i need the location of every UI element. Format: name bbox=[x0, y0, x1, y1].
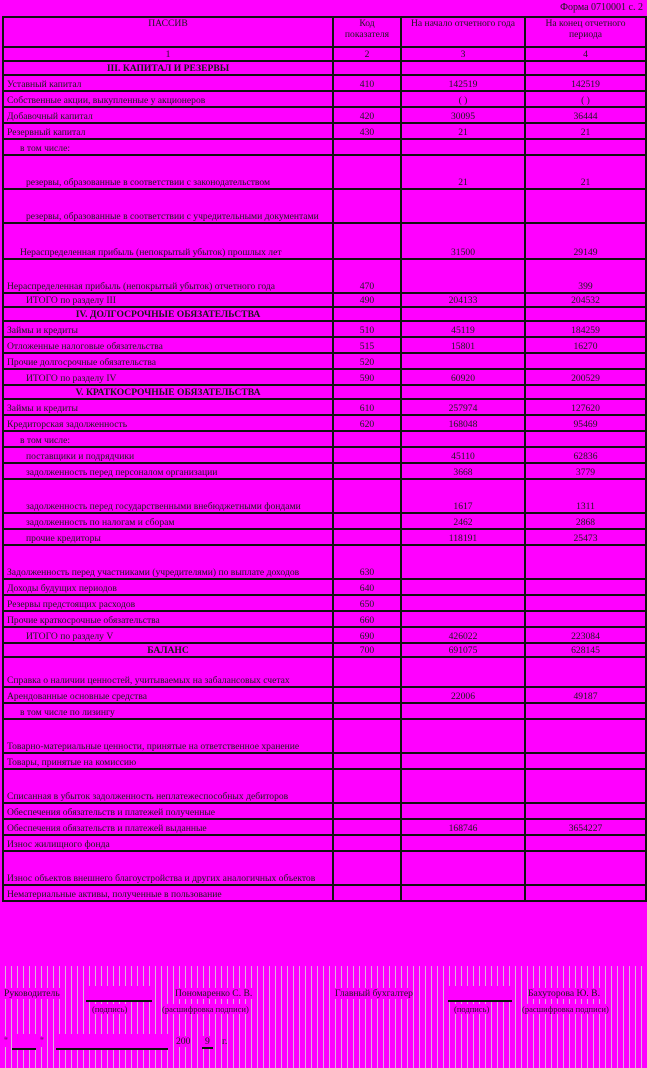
row-value-start bbox=[401, 611, 525, 627]
row-label: Займы и кредиты bbox=[3, 399, 333, 415]
row-value-end: 2868 bbox=[525, 513, 646, 529]
row-label: Прочие краткосрочные обязательства bbox=[3, 611, 333, 627]
header-code: Код показателя bbox=[333, 17, 401, 47]
row-value-start: 60920 bbox=[401, 369, 525, 385]
row-value-start bbox=[401, 719, 525, 753]
row-value-end: 36444 bbox=[525, 107, 646, 123]
row-code bbox=[333, 385, 401, 399]
row-label: резервы, образованные в соответствии с учредительными документами bbox=[3, 189, 333, 223]
row-code: 620 bbox=[333, 415, 401, 431]
table-row bbox=[3, 107, 646, 123]
row-code bbox=[333, 851, 401, 885]
row-value-start: 21 bbox=[401, 123, 525, 139]
row-value-end bbox=[525, 769, 646, 803]
row-value-start bbox=[401, 595, 525, 611]
row-code: 410 bbox=[333, 75, 401, 91]
row-label: V. КРАТКОСРОЧНЫЕ ОБЯЗАТЕЛЬСТВА bbox=[3, 385, 333, 399]
row-value-end: 223084 bbox=[525, 627, 646, 643]
form-number-label: Форма 0710001 с. 2 bbox=[560, 2, 643, 13]
row-label: Добавочный капитал bbox=[3, 107, 333, 123]
row-code: 590 bbox=[333, 369, 401, 385]
row-value-end: 3654227 bbox=[525, 819, 646, 835]
row-code: 470 bbox=[333, 259, 401, 293]
table-row bbox=[3, 657, 646, 687]
table-row bbox=[3, 399, 646, 415]
row-code: 420 bbox=[333, 107, 401, 123]
row-label: Прочие долгосрочные обязательства bbox=[3, 353, 333, 369]
row-code: 700 bbox=[333, 643, 401, 657]
table-row bbox=[3, 415, 646, 431]
row-value-start: 15801 bbox=[401, 337, 525, 353]
row-label: в том числе: bbox=[3, 139, 333, 155]
row-label: Товары, принятые на комиссию bbox=[3, 753, 333, 769]
table-row bbox=[3, 545, 646, 579]
table-row bbox=[3, 123, 646, 139]
row-value-start: 426022 bbox=[401, 627, 525, 643]
row-value-start bbox=[401, 189, 525, 223]
table-row bbox=[3, 385, 646, 399]
column-number-row bbox=[3, 47, 646, 61]
row-label: Уставный капитал bbox=[3, 75, 333, 91]
chief-signature-hint: (подпись) bbox=[454, 1004, 490, 1014]
row-label: Списанная в убыток задолженность неплатежеспособных дебиторов bbox=[3, 769, 333, 803]
row-code bbox=[333, 513, 401, 529]
table-row bbox=[3, 61, 646, 75]
row-value-end bbox=[525, 719, 646, 753]
row-value-end: 127620 bbox=[525, 399, 646, 415]
row-code bbox=[333, 155, 401, 189]
row-value-start bbox=[401, 579, 525, 595]
row-label: Займы и кредиты bbox=[3, 321, 333, 337]
table-row bbox=[3, 803, 646, 819]
row-value-start bbox=[401, 139, 525, 155]
row-code: 490 bbox=[333, 293, 401, 307]
table-row bbox=[3, 463, 646, 479]
date-month-field[interactable] bbox=[56, 1034, 168, 1050]
row-code: 630 bbox=[333, 545, 401, 579]
row-label: Резервы предстоящих расходов bbox=[3, 595, 333, 611]
row-value-end bbox=[525, 835, 646, 851]
row-value-start: 45119 bbox=[401, 321, 525, 337]
table-row bbox=[3, 753, 646, 769]
column-number: 2 bbox=[333, 47, 401, 61]
row-value-end: 62836 bbox=[525, 447, 646, 463]
row-code: 650 bbox=[333, 595, 401, 611]
table-row bbox=[3, 643, 646, 657]
table-row bbox=[3, 885, 646, 901]
row-label: прочие кредиторы bbox=[3, 529, 333, 545]
row-code bbox=[333, 479, 401, 513]
row-value-start bbox=[401, 259, 525, 293]
row-value-start bbox=[401, 835, 525, 851]
row-value-start: 691075 bbox=[401, 643, 525, 657]
row-value-end: 49187 bbox=[525, 687, 646, 703]
row-code: 610 bbox=[333, 399, 401, 415]
row-value-start: 31500 bbox=[401, 223, 525, 259]
row-label: Задолженность перед участниками (учредителями) по выплате доходов bbox=[3, 545, 333, 579]
row-value-end bbox=[525, 595, 646, 611]
row-label: Обеспечения обязательств и платежей полученные bbox=[3, 803, 333, 819]
row-value-end: 3779 bbox=[525, 463, 646, 479]
row-value-end: 29149 bbox=[525, 223, 646, 259]
row-value-start: 30095 bbox=[401, 107, 525, 123]
row-value-end: 95469 bbox=[525, 415, 646, 431]
row-code bbox=[333, 835, 401, 851]
row-code bbox=[333, 753, 401, 769]
table-row bbox=[3, 91, 646, 107]
row-code bbox=[333, 463, 401, 479]
row-code bbox=[333, 447, 401, 463]
row-value-end bbox=[525, 431, 646, 447]
row-label: ИТОГО по разделу IV bbox=[3, 369, 333, 385]
table-row bbox=[3, 139, 646, 155]
row-label: в том числе: bbox=[3, 431, 333, 447]
row-value-end: 16270 bbox=[525, 337, 646, 353]
row-value-start bbox=[401, 851, 525, 885]
head-decode-hint: (расшифровка подписи) bbox=[162, 1004, 249, 1014]
row-label: ИТОГО по разделу III bbox=[3, 293, 333, 307]
row-value-start: 21 bbox=[401, 155, 525, 189]
row-value-start bbox=[401, 307, 525, 321]
table-row bbox=[3, 579, 646, 595]
row-label: Износ объектов внешнего благоустройства и других аналогичных объектов bbox=[3, 851, 333, 885]
row-code bbox=[333, 703, 401, 719]
row-code bbox=[333, 719, 401, 753]
row-label: поставщики и подрядчики bbox=[3, 447, 333, 463]
row-value-start: 3668 bbox=[401, 463, 525, 479]
table-row bbox=[3, 75, 646, 91]
row-code: 660 bbox=[333, 611, 401, 627]
table-row bbox=[3, 337, 646, 353]
table-row bbox=[3, 529, 646, 545]
row-value-start bbox=[401, 753, 525, 769]
date-quote-close: " bbox=[40, 1036, 44, 1047]
table-row bbox=[3, 321, 646, 337]
row-value-end: 184259 bbox=[525, 321, 646, 337]
column-number: 4 bbox=[525, 47, 646, 61]
row-value-start: 22006 bbox=[401, 687, 525, 703]
table-row bbox=[3, 447, 646, 463]
row-label: БАЛАНС bbox=[3, 643, 333, 657]
table-row bbox=[3, 155, 646, 189]
table-row bbox=[3, 611, 646, 627]
date-year-suffix: г. bbox=[222, 1036, 228, 1047]
row-value-start: ( ) bbox=[401, 91, 525, 107]
row-value-end bbox=[525, 545, 646, 579]
row-code bbox=[333, 687, 401, 703]
row-value-end bbox=[525, 307, 646, 321]
row-code: 515 bbox=[333, 337, 401, 353]
head-signature-field[interactable] bbox=[86, 986, 152, 1002]
row-code: 520 bbox=[333, 353, 401, 369]
table-row bbox=[3, 189, 646, 223]
row-value-end bbox=[525, 139, 646, 155]
row-value-end: ( ) bbox=[525, 91, 646, 107]
date-year-prefix: 200 bbox=[176, 1036, 191, 1047]
table-row bbox=[3, 819, 646, 835]
row-label: в том числе по лизингу bbox=[3, 703, 333, 719]
row-code bbox=[333, 223, 401, 259]
table-row bbox=[3, 835, 646, 851]
row-label: Товарно-материальные ценности, принятые на ответственное хранение bbox=[3, 719, 333, 753]
row-code bbox=[333, 529, 401, 545]
row-label: III. КАПИТАЛ И РЕЗЕРВЫ bbox=[3, 61, 333, 75]
row-code: 690 bbox=[333, 627, 401, 643]
row-code bbox=[333, 91, 401, 107]
signature-footer bbox=[0, 966, 647, 1068]
chief-decode-hint: (расшифровка подписи) bbox=[522, 1004, 609, 1014]
row-value-start bbox=[401, 803, 525, 819]
row-code: 510 bbox=[333, 321, 401, 337]
row-code bbox=[333, 885, 401, 901]
row-label: Износ жилищного фонда bbox=[3, 835, 333, 851]
row-value-start bbox=[401, 431, 525, 447]
row-value-start: 2462 bbox=[401, 513, 525, 529]
row-value-start: 118191 bbox=[401, 529, 525, 545]
table-row bbox=[3, 479, 646, 513]
row-label: Отложенные налоговые обязательства bbox=[3, 337, 333, 353]
row-value-end: 204532 bbox=[525, 293, 646, 307]
row-code bbox=[333, 307, 401, 321]
row-value-start: 257974 bbox=[401, 399, 525, 415]
row-value-start: 204133 bbox=[401, 293, 525, 307]
table-row bbox=[3, 851, 646, 885]
row-value-end bbox=[525, 703, 646, 719]
row-value-end: 21 bbox=[525, 155, 646, 189]
row-code bbox=[333, 61, 401, 75]
row-label: Арендованные основные средства bbox=[3, 687, 333, 703]
row-value-start bbox=[401, 545, 525, 579]
row-value-end: 25473 bbox=[525, 529, 646, 545]
row-value-end: 21 bbox=[525, 123, 646, 139]
header-period-start: На начало отчетного года bbox=[401, 17, 525, 47]
row-value-start bbox=[401, 703, 525, 719]
table-row bbox=[3, 431, 646, 447]
row-value-start: 142519 bbox=[401, 75, 525, 91]
row-value-end: 142519 bbox=[525, 75, 646, 91]
table-row bbox=[3, 223, 646, 259]
row-value-start: 1617 bbox=[401, 479, 525, 513]
row-code: 640 bbox=[333, 579, 401, 595]
row-code bbox=[333, 769, 401, 803]
row-code bbox=[333, 819, 401, 835]
table-row bbox=[3, 769, 646, 803]
row-code bbox=[333, 139, 401, 155]
row-label: задолженность по налогам и сборам bbox=[3, 513, 333, 529]
row-value-start bbox=[401, 353, 525, 369]
chief-accountant-name: Бахуторова Ю. В. bbox=[528, 988, 600, 999]
table-row bbox=[3, 719, 646, 753]
row-value-start bbox=[401, 885, 525, 901]
row-label: задолженность перед персоналом организации bbox=[3, 463, 333, 479]
row-value-end bbox=[525, 657, 646, 687]
table-header-row bbox=[3, 17, 646, 47]
row-value-end bbox=[525, 885, 646, 901]
table-row bbox=[3, 513, 646, 529]
row-label: Резервный капитал bbox=[3, 123, 333, 139]
row-value-end: 1311 bbox=[525, 479, 646, 513]
row-value-start: 168048 bbox=[401, 415, 525, 431]
table-row bbox=[3, 703, 646, 719]
head-signature-hint: (подпись) bbox=[92, 1004, 128, 1014]
row-value-start: 45110 bbox=[401, 447, 525, 463]
date-year-digit[interactable]: 9 bbox=[202, 1036, 213, 1049]
row-label: Кредиторская задолженность bbox=[3, 415, 333, 431]
row-label: Обеспечения обязательств и платежей выданные bbox=[3, 819, 333, 835]
column-number: 1 bbox=[3, 47, 333, 61]
row-label: IV. ДОЛГОСРОЧНЫЕ ОБЯЗАТЕЛЬСТВА bbox=[3, 307, 333, 321]
row-label: задолженность перед государственными внебюджетными фондами bbox=[3, 479, 333, 513]
row-value-end: 628145 bbox=[525, 643, 646, 657]
row-value-end bbox=[525, 353, 646, 369]
date-quote-open: " bbox=[4, 1036, 8, 1047]
row-code bbox=[333, 803, 401, 819]
row-value-end bbox=[525, 851, 646, 885]
row-value-start bbox=[401, 385, 525, 399]
table-row bbox=[3, 293, 646, 307]
row-value-end bbox=[525, 753, 646, 769]
chief-signature-field[interactable] bbox=[448, 986, 512, 1002]
row-value-end bbox=[525, 61, 646, 75]
row-value-start bbox=[401, 657, 525, 687]
table-row bbox=[3, 627, 646, 643]
row-value-end bbox=[525, 385, 646, 399]
row-label: Нераспределенная прибыль (непокрытый убыток) отчетного года bbox=[3, 259, 333, 293]
head-name: Пономаренко С. В. bbox=[175, 988, 253, 999]
row-code: 430 bbox=[333, 123, 401, 139]
row-value-start bbox=[401, 61, 525, 75]
row-label: Собственные акции, выкупленные у акционеров bbox=[3, 91, 333, 107]
row-label: Справка о наличии ценностей, учитываемых на забалансовых счетах bbox=[3, 657, 333, 687]
header-period-end: На конец отчетного периода bbox=[525, 17, 646, 47]
header-liabilities: ПАССИВ bbox=[3, 17, 333, 47]
row-label: Доходы будущих периодов bbox=[3, 579, 333, 595]
table-row bbox=[3, 369, 646, 385]
row-value-end: 200529 bbox=[525, 369, 646, 385]
liabilities-balance-table bbox=[2, 16, 647, 902]
row-value-start: 168746 bbox=[401, 819, 525, 835]
table-row bbox=[3, 595, 646, 611]
date-day-field[interactable] bbox=[12, 1034, 36, 1050]
row-label: резервы, образованные в соответствии с законодательством bbox=[3, 155, 333, 189]
table-row bbox=[3, 687, 646, 703]
row-code bbox=[333, 657, 401, 687]
table-row bbox=[3, 307, 646, 321]
row-value-end bbox=[525, 189, 646, 223]
table-row bbox=[3, 259, 646, 293]
row-value-end: 399 bbox=[525, 259, 646, 293]
row-label: Нематериальные активы, полученные в пользование bbox=[3, 885, 333, 901]
row-code bbox=[333, 189, 401, 223]
row-code bbox=[333, 431, 401, 447]
row-label: Нераспределенная прибыль (непокрытый убыток) прошлых лет bbox=[3, 223, 333, 259]
head-label: Руководитель bbox=[4, 988, 60, 999]
column-number: 3 bbox=[401, 47, 525, 61]
row-value-end bbox=[525, 803, 646, 819]
row-value-end bbox=[525, 611, 646, 627]
row-label: ИТОГО по разделу V bbox=[3, 627, 333, 643]
row-value-start bbox=[401, 769, 525, 803]
table-row bbox=[3, 353, 646, 369]
chief-accountant-label: Главный бухгалтер bbox=[335, 988, 413, 999]
row-value-end bbox=[525, 579, 646, 595]
